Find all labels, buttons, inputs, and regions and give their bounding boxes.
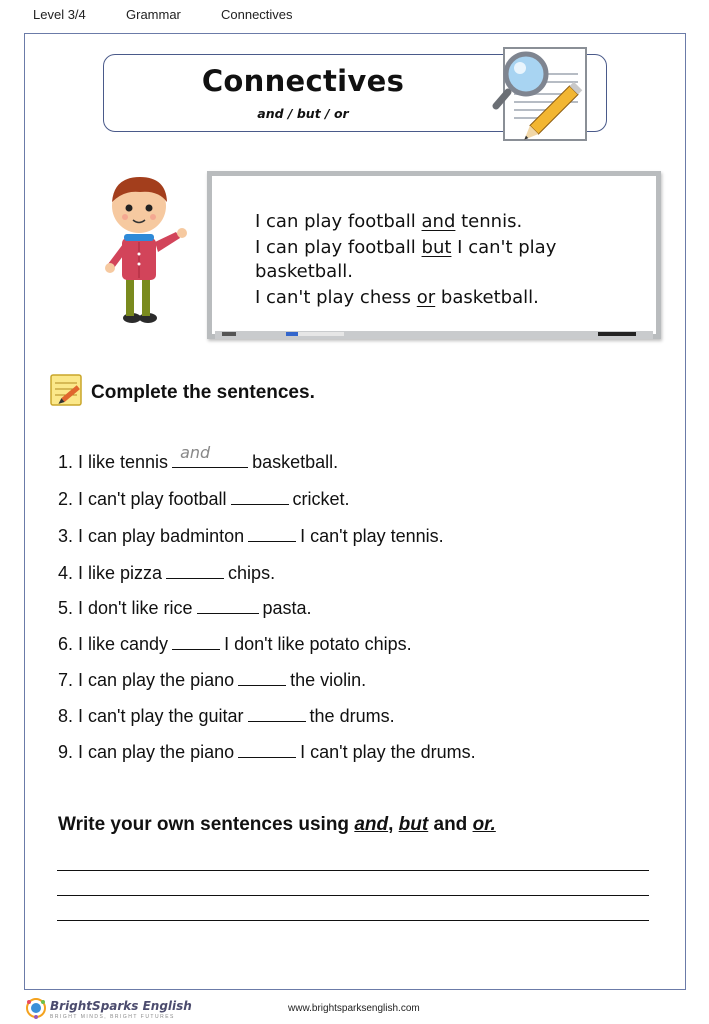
answer-blank[interactable] — [248, 525, 296, 542]
question-text: 6. I like candy — [58, 634, 169, 654]
keyword-and: and — [354, 814, 389, 835]
example-line-2 — [255, 236, 556, 260]
question-text: I can't play tennis. — [300, 526, 444, 546]
question-text: 2. I can't play football — [58, 489, 227, 509]
answer-blank[interactable] — [231, 488, 289, 505]
instruction-heading: Complete the sentences. — [91, 382, 315, 403]
question-item — [58, 633, 412, 655]
question-text: 4. I like pizza — [58, 563, 163, 583]
page-title: Connectives — [201, 64, 405, 98]
answer-blank[interactable] — [197, 597, 259, 614]
answer-line[interactable] — [57, 920, 649, 921]
footer-url[interactable]: www.brightsparksenglish.com — [288, 1003, 420, 1014]
question-text: 7. I can play the piano — [58, 670, 235, 690]
connective-but: but — [421, 237, 452, 258]
question-text: the violin. — [290, 670, 367, 690]
keyword-but: but — [398, 814, 429, 835]
brand-tagline: BRIGHT MINDS, BRIGHT FUTURES — [50, 1014, 175, 1020]
example-text: I can play football — [255, 237, 422, 258]
question-item — [58, 741, 476, 763]
question-text: 3. I can play badminton — [58, 526, 245, 546]
question-text: the drums. — [309, 706, 395, 726]
marker-icon — [222, 331, 652, 337]
answer-blank[interactable] — [172, 443, 248, 468]
notepad-pencil-icon — [49, 372, 85, 408]
question-item — [58, 705, 395, 727]
example-text: I can't play — [451, 237, 557, 258]
question-item — [58, 597, 312, 619]
brand-name: BrightSparks English — [50, 999, 192, 1013]
question-item — [58, 669, 366, 691]
question-item — [58, 488, 350, 510]
question-item — [58, 525, 444, 547]
example-line-3: basketball. — [255, 261, 353, 282]
question-text: 8. I can't play the guitar — [58, 706, 244, 726]
keyword-or: or. — [472, 814, 496, 835]
header-level: Level 3/4 — [33, 7, 86, 22]
prompt-text: Write your own sentences using — [58, 814, 355, 835]
answer-line[interactable] — [57, 895, 649, 896]
header-subject: Grammar — [126, 7, 181, 22]
page-subtitle: and / but / or — [257, 106, 349, 121]
question-text: pasta. — [262, 598, 312, 618]
answer-blank[interactable] — [238, 669, 286, 686]
question-text: 5. I don't like rice — [58, 598, 193, 618]
prompt-comma: , — [388, 814, 394, 835]
answer-blank[interactable] — [166, 562, 224, 579]
prompt-text: and — [428, 814, 473, 835]
answer-blank[interactable] — [248, 705, 306, 722]
example-text: basketball. — [435, 287, 539, 308]
example-line-4 — [255, 286, 539, 310]
brightsparks-logo-icon — [25, 997, 47, 1019]
boy-illustration — [96, 172, 196, 324]
header-topic: Connectives — [221, 7, 293, 22]
answer-text: and — [180, 443, 211, 462]
answer-blank[interactable] — [238, 741, 296, 758]
answer-blank[interactable] — [172, 633, 220, 650]
question-text: 1. I like tennis — [58, 452, 169, 472]
example-text: I can play football — [255, 211, 422, 232]
connective-or: or — [416, 287, 436, 308]
example-text: tennis. — [455, 211, 523, 232]
example-line-1 — [255, 210, 522, 234]
question-text: chips. — [228, 563, 276, 583]
question-text: I can't play the drums. — [300, 742, 476, 762]
question-text: 9. I can play the piano — [58, 742, 235, 762]
magnifier-pencil-icon — [492, 44, 592, 144]
write-prompt — [58, 814, 496, 836]
question-item — [58, 562, 275, 584]
question-item — [58, 443, 339, 473]
question-text: I don't like potato chips. — [224, 634, 412, 654]
connective-and: and — [421, 211, 456, 232]
example-text: I can't play chess — [255, 287, 417, 308]
question-text: cricket. — [292, 489, 350, 509]
answer-line[interactable] — [57, 870, 649, 871]
question-text: basketball. — [252, 452, 339, 472]
